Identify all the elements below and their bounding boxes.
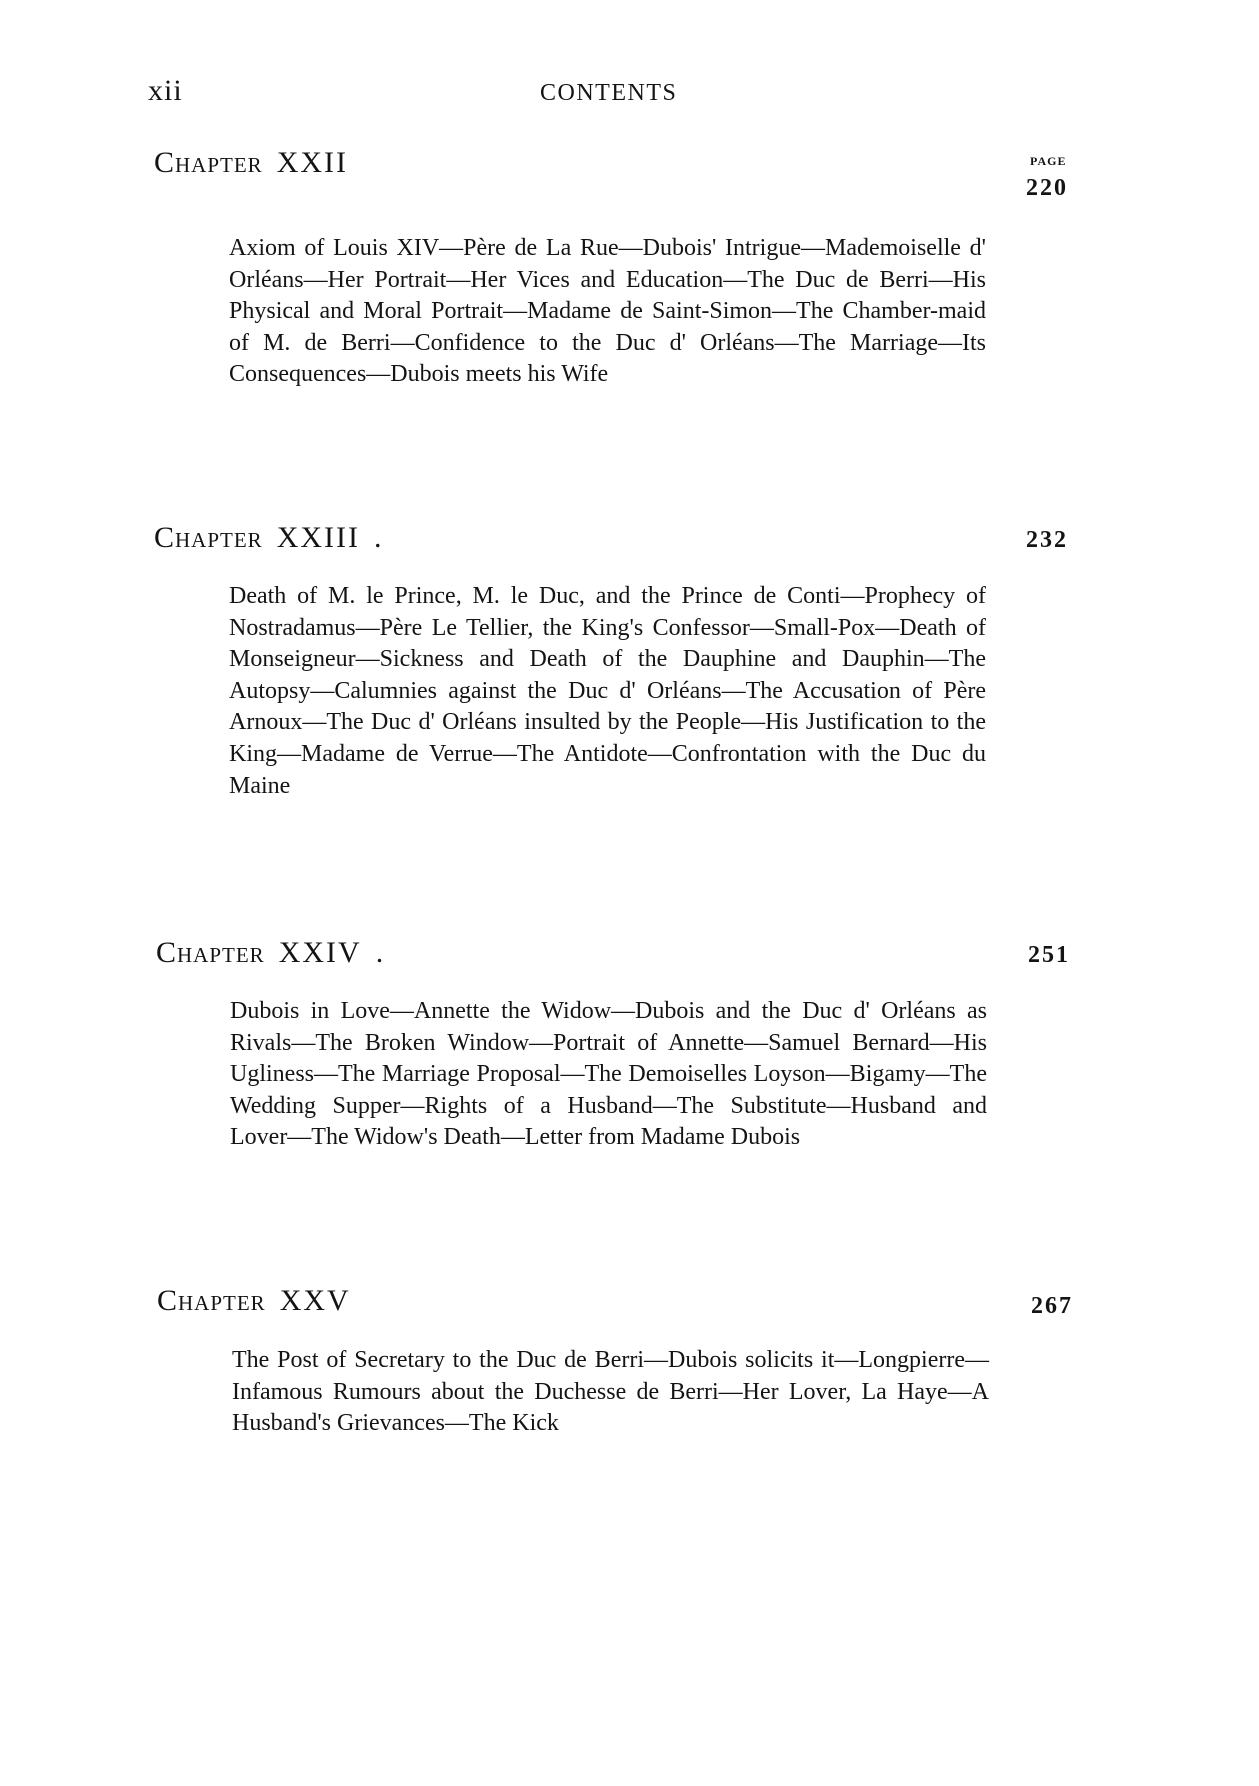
chapter-numeral: XXV [279,1284,351,1317]
chapter-heading [157,1284,351,1318]
chapter-page-number: 232 [1026,527,1068,553]
chapter-summary: Death of M. le Prince, M. le Duc, and the Prince de Conti—Prophecy of Nostradamus—Père Le Tellier, the King's Confessor—Small-Pox—Death of Monseigneur—Sickness and Death of the Dauphine and Dauphin—The Autopsy—Calumnies against the Duc d' Orléans—The Accusation of Père Arnoux—The Duc d' Orléans insulted by the People—His Justification to the King—Madame de Verrue—The Antidote—Confrontation with the Duc du Maine [229,583,986,799]
chapter-heading [154,146,348,180]
leader-dot: . [375,936,385,969]
chapter-word: Chapter [156,936,265,969]
page-column-label: PAGE [1030,154,1067,168]
chapter-summary: The Post of Secretary to the Duc de Berri—Dubois solicits it—Longpierre—Infamous Rumours about the Duchesse de Berri—Her Lover, La Haye—A Husband's Grievances—The Kick [232,1347,989,1437]
chapter-numeral: XXIII [276,521,360,554]
chapter-page-number: 267 [1031,1293,1073,1319]
chapter-word: Chapter [154,146,263,179]
page-number: xii [148,74,183,107]
chapter-heading [156,936,384,970]
chapter-word: Chapter [154,521,263,554]
leader-dot: . [374,521,383,554]
chapter-numeral: XXII [276,146,348,179]
chapter-page-number: 251 [1028,942,1070,968]
chapter-heading [154,521,383,555]
chapter-summary: Axiom of Louis XIV—Père de La Rue—Dubois' Intrigue—Mademoiselle d' Orléans—Her Portrait—Her Vices and Education—The Duc de Berri—His Physical and Moral Portrait—Madame de Saint-Simon—The Chamber-maid of M. de Berri—Confidence to the Duc d' Orléans—The Marriage—Its Consequences—Dubois meets his Wife [229,235,986,388]
chapter-word: Chapter [157,1284,266,1317]
chapter-numeral: XXIV [278,936,362,969]
chapter-summary: Dubois in Love—Annette the Widow—Dubois and the Duc d' Orléans as Rivals—The Broken Window—Portrait of Annette—Samuel Bernard—His Ugliness—The Marriage Proposal—The Demoiselles Loyson—Bigamy—The Wedding Supper—Rights of a Husband—The Substitute—Husband and Lover—The Widow's Death—Letter from Madame Dubois [230,998,987,1151]
chapter-page-number: 220 [1026,175,1068,201]
running-head: CONTENTS [540,80,678,106]
